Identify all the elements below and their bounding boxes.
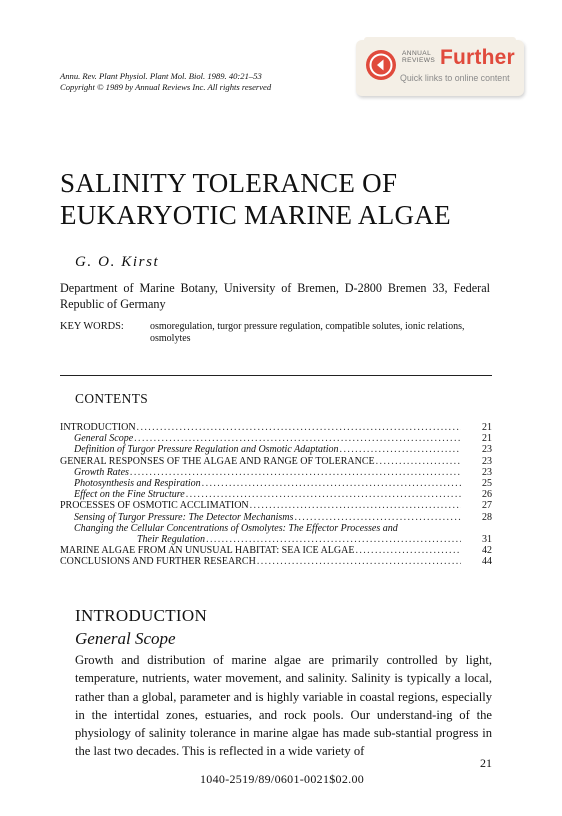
toc-leader-dots	[130, 467, 461, 478]
badge-annual-reviews	[402, 50, 435, 65]
toc-entry-page: 42	[482, 545, 492, 557]
toc-entry-page: 23	[482, 466, 492, 478]
toc-entry[interactable]	[60, 467, 492, 478]
keywords-list: osmoregulation, turgor pressure regulation, compatible solutes, ionic relations, osmolytes	[150, 321, 465, 344]
toc-leader-dots	[206, 534, 461, 545]
toc-leader-dots	[202, 478, 461, 489]
title-line-1: SALINITY TOLERANCE OF	[60, 168, 398, 198]
toc-entry[interactable]	[60, 478, 492, 489]
toc-entry[interactable]	[60, 512, 492, 523]
title-line-2: EUKARYOTIC MARINE ALGAE	[60, 200, 451, 230]
toc-entry[interactable]	[60, 489, 492, 500]
body-paragraph: Growth and distribution of marine algae are primarily controlled by light, temperature, nutrients, water movement, and salinity. Salinity is typically a local, rather than a global, parameter and is highly variable in coastal regions, especially in the intertidal zones, estuaries, and rock pools. Our understand-ing of the physiology of salinity tolerance in marine algae has made sub-stantial progress in the last two decades. This is reflected in a wide variety of	[75, 653, 492, 759]
author-name: G. O. Kirst	[75, 254, 160, 270]
citation-line-1: Annu. Rev. Plant Physiol. Plant Mol. Biol. 1989. 40:21–53	[60, 71, 262, 81]
toc-entry-page: 23	[482, 444, 492, 456]
toc-entry[interactable]	[60, 545, 492, 556]
subsection-heading: General Scope	[75, 629, 176, 648]
toc-leader-dots	[257, 556, 461, 567]
toc-entry-continuation[interactable]	[60, 534, 492, 545]
toc-entry-label: CONCLUSIONS AND FURTHER RESEARCH	[60, 556, 256, 568]
toc-entry-label: INTRODUCTION	[60, 422, 136, 433]
page-number: 21	[480, 756, 492, 770]
section-heading: INTRODUCTION	[75, 606, 208, 625]
contents-heading: CONTENTS	[75, 391, 149, 406]
section-divider	[60, 375, 492, 376]
toc-entry-label: Their Regulation	[137, 533, 206, 545]
toc-entry-page: 27	[482, 500, 492, 512]
toc-entry-label: Photosynthesis and Respiration	[74, 477, 201, 489]
toc-entry-page: 23	[482, 455, 492, 467]
toc-entry-label: Changing the Cellular Concentrations of Osmolytes: The Effector Processes and	[74, 522, 398, 534]
toc-entry-page: 21	[482, 433, 492, 445]
toc-leader-dots	[340, 444, 461, 455]
toc-leader-dots	[250, 500, 461, 511]
toc-entry[interactable]	[60, 523, 492, 534]
toc-leader-dots	[355, 545, 461, 556]
toc-entry[interactable]	[60, 444, 492, 455]
toc-entry-page: 21	[482, 422, 492, 433]
badge-annual-text: ANNUAL	[402, 50, 432, 57]
toc-entry-page: 26	[482, 489, 492, 501]
toc-entry-label: Effect on the Fine Structure	[74, 489, 185, 501]
toc-entry[interactable]	[60, 433, 492, 444]
toc-entry-label: Definition of Turgor Pressure Regulation and Osmotic Adaptation	[74, 444, 339, 456]
author-affiliation: Department of Marine Botany, University of Bremen, D-2800 Bremen 33, Federal Republic of Germany	[60, 281, 490, 311]
toc-leader-dots	[294, 512, 461, 523]
table-of-contents	[60, 422, 492, 567]
toc-entry-page: 44	[482, 556, 492, 568]
badge-reviews-text: REVIEWS	[402, 57, 436, 65]
play-arrow-icon	[366, 50, 396, 80]
toc-entry-label: MARINE ALGAE FROM AN UNUSUAL HABITAT: SEA ICE ALGAE	[60, 545, 355, 557]
toc-entry[interactable]	[60, 456, 492, 467]
toc-entry-page: 28	[482, 511, 492, 523]
citation-line-2: Copyright © 1989 by Annual Reviews Inc. All rights reserved	[60, 82, 272, 92]
toc-entry-label: GENERAL RESPONSES OF THE ALGAE AND RANGE OF TOLERANCE	[60, 455, 375, 467]
toc-leader-dots	[376, 456, 461, 467]
toc-leader-dots	[134, 433, 461, 444]
toc-entry[interactable]	[60, 556, 492, 567]
toc-entry-label: Growth Rates	[74, 466, 129, 478]
toc-entry[interactable]	[60, 422, 492, 433]
badge-tagline: Quick links to online content	[400, 73, 510, 83]
keywords-label: KEY WORDS:	[60, 321, 124, 332]
article-code: 1040-2519/89/0601-0021$02.00	[200, 772, 365, 786]
journal-citation	[60, 71, 271, 93]
badge-tab	[364, 37, 516, 43]
toc-leader-dots	[186, 489, 461, 500]
toc-entry[interactable]	[60, 500, 492, 511]
toc-entry-page: 31	[482, 533, 492, 545]
toc-entry-label: PROCESSES OF OSMOTIC ACCLIMATION	[60, 500, 249, 512]
toc-entry-label: Sensing of Turgor Pressure: The Detector Mechanisms	[74, 511, 294, 523]
toc-entry-label: General Scope	[74, 433, 134, 445]
badge-further-text: Further	[440, 46, 515, 69]
toc-entry-page: 25	[482, 477, 492, 489]
annual-reviews-further-badge[interactable]	[356, 40, 524, 96]
article-title	[60, 167, 451, 231]
toc-leader-dots	[137, 422, 461, 433]
